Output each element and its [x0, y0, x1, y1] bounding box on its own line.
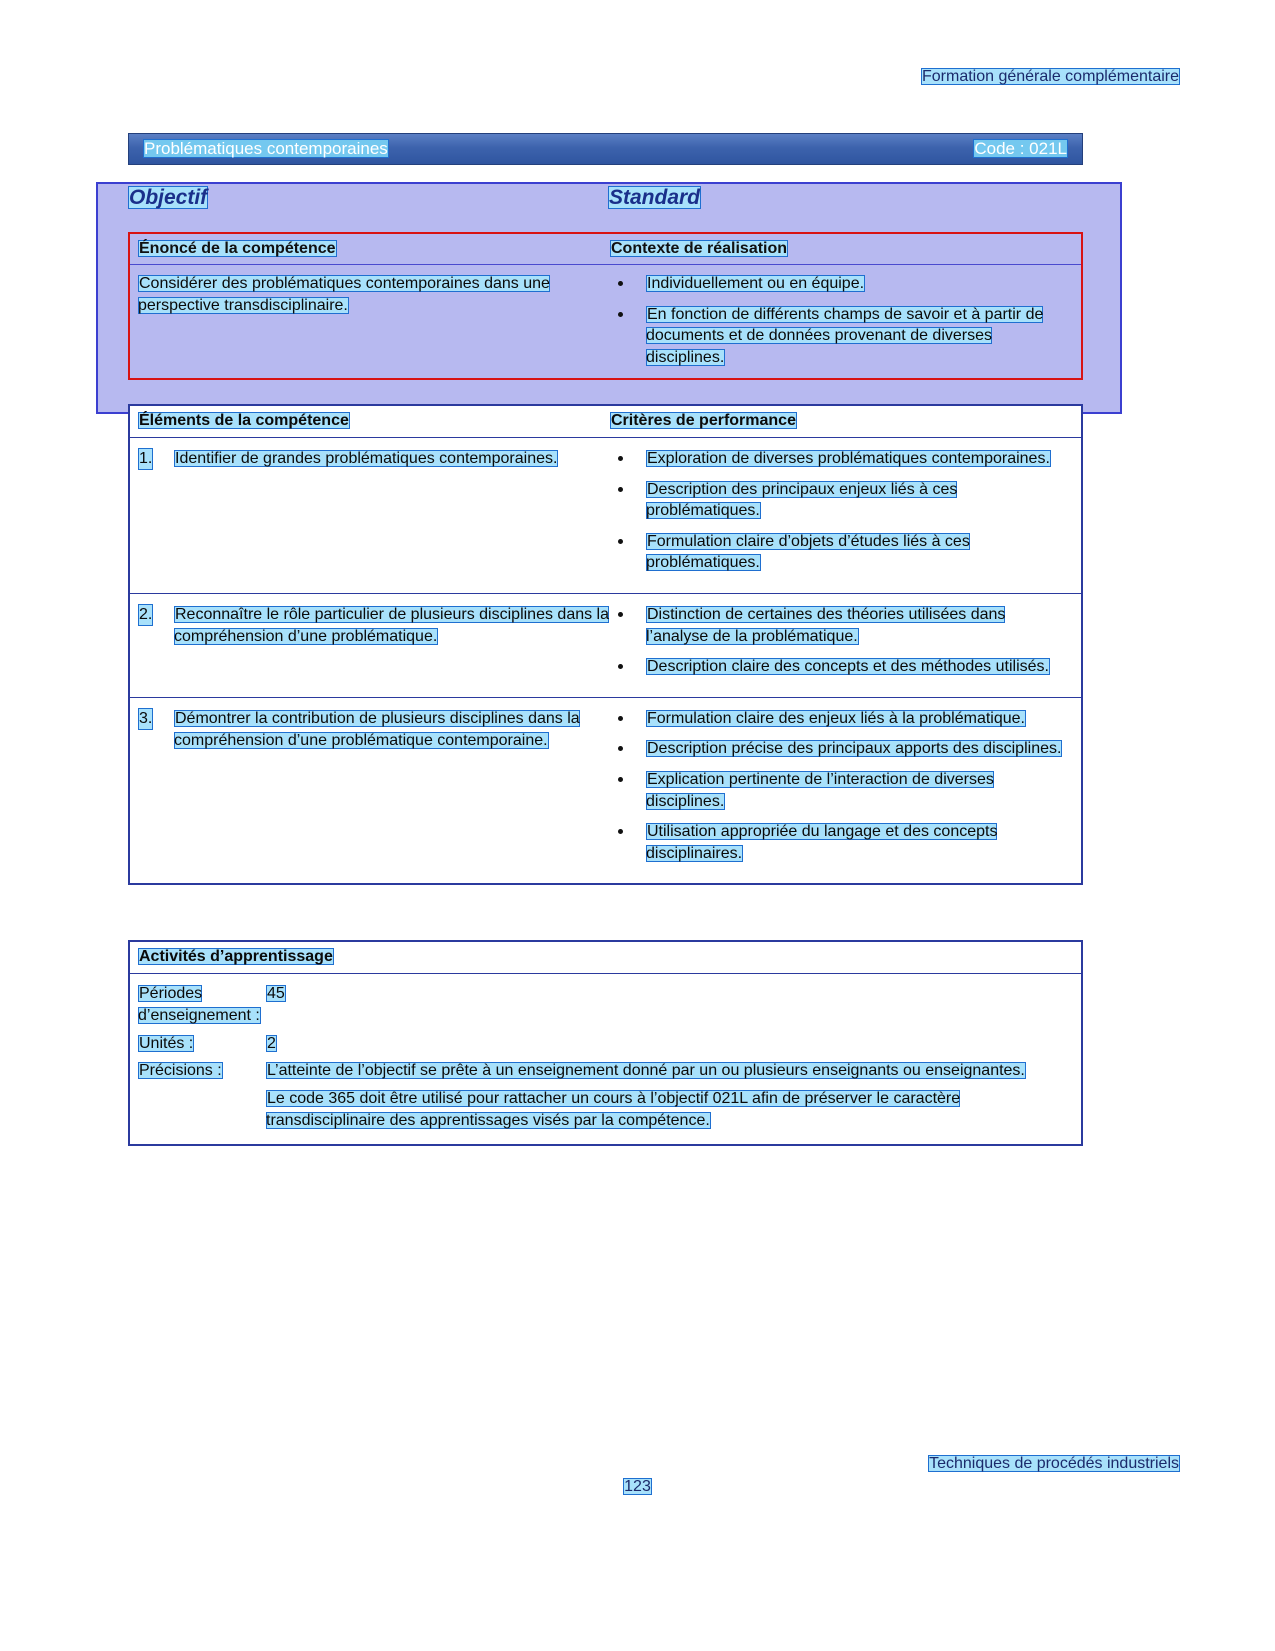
activities-header-text: Activités d’apprentissage — [139, 948, 333, 965]
competency-code-text: Code : 021L — [974, 139, 1067, 158]
page-footer-right — [928, 1455, 1180, 1473]
elements-header-text: Éléments de la compétence — [139, 412, 349, 429]
periodes-value: 45 — [267, 985, 285, 1002]
element-number: 1. — [138, 448, 153, 470]
page-number-text: 123 — [624, 1478, 651, 1495]
element-number: 3. — [138, 708, 153, 730]
precisions-label: Précisions : — [139, 1062, 222, 1080]
list-item: Exploration de diverses problématiques contemporaines. — [610, 448, 1065, 470]
table-header-row — [130, 406, 1081, 438]
competency-code — [973, 139, 1068, 159]
competence-table — [128, 404, 1083, 885]
element-text: Reconnaître le rôle particulier de plusieurs disciplines dans la compréhension d’une problématique. — [174, 605, 610, 646]
unites-label: Unités : — [139, 1034, 194, 1052]
criteres-cell — [610, 708, 1065, 874]
list-item: Description précise des principaux apports des disciplines. — [610, 738, 1065, 760]
list-item: Individuellement ou en équipe. — [610, 273, 1065, 295]
table-row — [130, 698, 1081, 884]
learning-activities-box — [128, 940, 1083, 1146]
periodes-line — [138, 983, 1073, 1028]
list-item: Description des principaux enjeux liés à ces problématiques. — [610, 479, 1065, 522]
standard-heading-text: Standard — [609, 186, 701, 209]
unites-line — [138, 1033, 1073, 1055]
activities-body — [130, 974, 1081, 1144]
contexte-header — [610, 240, 788, 258]
criteres-header-text: Critères de performance — [611, 412, 796, 429]
list-item: Formulation claire d’objets d’études liés à ces problématiques. — [610, 531, 1065, 574]
objectif-heading-text: Objectif — [129, 186, 208, 209]
element-cell — [138, 604, 610, 687]
enonce-header — [138, 240, 610, 258]
enonce-contexte-headers — [130, 234, 1081, 258]
criteres-header — [610, 412, 797, 430]
contexte-list — [610, 273, 1065, 377]
competency-title — [143, 139, 389, 159]
criteres-cell — [610, 448, 1065, 583]
enonce-contexte-box — [128, 232, 1083, 380]
page-header-right-text: Formation générale complémentaire — [921, 68, 1179, 85]
list-item: Distinction de certaines des théories utilisées dans l’analyse de la problématique. — [610, 604, 1065, 647]
enonce-contexte-body — [130, 265, 1081, 377]
elements-header — [138, 412, 610, 430]
list-item: Explication pertinente de l’interaction de diverses disciplines. — [610, 769, 1065, 812]
periodes-label: Périodes d’enseignement : — [138, 985, 260, 1025]
objectif-standard-headings — [128, 186, 1083, 210]
element-number: 2. — [138, 604, 153, 626]
unites-value: 2 — [267, 1034, 276, 1052]
precisions-line — [138, 1060, 1073, 1082]
page-number — [0, 1478, 1275, 1496]
activities-header — [130, 942, 1081, 974]
table-row — [130, 594, 1081, 698]
precisions-value-1: L’atteinte de l’objectif se prête à un enseignement donné par un ou plusieurs enseignants ou enseignantes. — [267, 1062, 1025, 1080]
page-header-right — [921, 68, 1180, 86]
list-item: Utilisation appropriée du langage et des concepts disciplinaires. — [610, 821, 1065, 864]
table-row — [130, 438, 1081, 594]
criteres-cell — [610, 604, 1065, 687]
competency-title-text: Problématiques contemporaines — [144, 139, 388, 158]
competency-title-bar — [128, 133, 1083, 165]
enonce-text — [138, 273, 610, 377]
element-text: Identifier de grandes problématiques contemporaines. — [175, 450, 558, 467]
element-cell — [138, 708, 610, 874]
enonce-text-value: Considérer des problématiques contemporaines dans une perspective transdisciplinaire. — [138, 275, 550, 314]
list-item: Description claire des concepts et des méthodes utilisés. — [610, 656, 1065, 678]
objectif-heading — [128, 186, 608, 210]
list-item: En fonction de différents champs de savoir et à partir de documents et de données provenant de diverses disciplines. — [610, 304, 1065, 369]
precisions-value-2: Le code 365 doit être utilisé pour rattacher un cours à l’objectif 021L afin de préserver le caractère transdisciplinaire des apprentissages visés par la compétence. — [266, 1089, 961, 1129]
list-item: Formulation claire des enjeux liés à la problématique. — [610, 708, 1065, 730]
element-text: Démontrer la contribution de plusieurs disciplines dans la compréhension d’une problématique contemporaine. — [174, 709, 580, 750]
element-cell — [138, 448, 610, 583]
enonce-header-text: Énoncé de la compétence — [139, 240, 336, 257]
contexte-header-text: Contexte de réalisation — [611, 240, 788, 257]
page-footer-right-text: Techniques de procédés industriels — [929, 1455, 1179, 1472]
standard-heading — [608, 186, 701, 210]
